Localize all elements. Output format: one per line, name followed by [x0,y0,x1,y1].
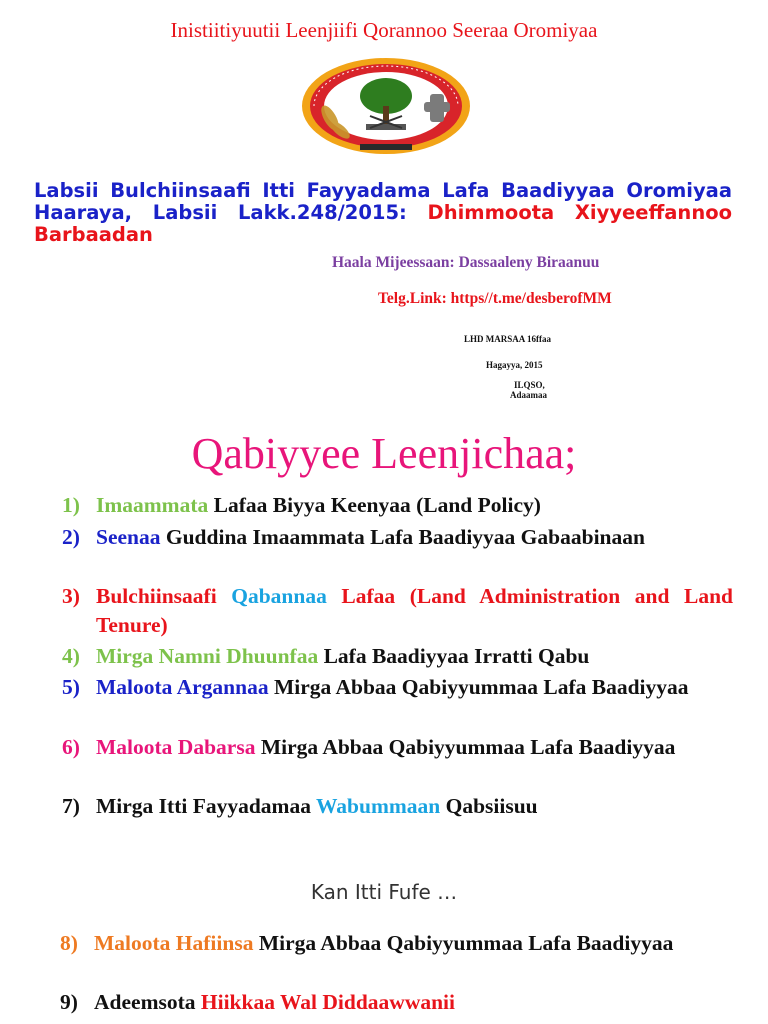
list-item [62,582,733,640]
presentation-heading [34,180,732,246]
item-highlight: Bulchiinsaafi [96,584,232,608]
list-item [60,988,733,1017]
institute-logo-icon [300,56,472,156]
list-item [60,929,733,958]
item-number: 8) [60,931,78,955]
item-highlight: Maloota Hafiinsa [94,931,254,955]
item-text: Adeemsota [94,990,201,1014]
item-number: 1) [62,493,80,517]
item-highlight: Wabummaan [315,794,441,818]
item-highlight: Imaammata [96,493,209,517]
item-text-2: Qabsiisuu [440,794,538,818]
heading-part-red: Dhimmoota Xiyyeeffannoo Barbaadan [34,201,732,246]
item-text: Lafa Baadiyyaa Irratti Qabu [318,644,590,668]
presenter-name: Haala Mijeessaan: Dassaaleny Biraanuu [332,254,600,271]
item-number: 4) [62,644,80,668]
list-item [62,792,733,821]
location-info: Adaamaa [510,390,548,400]
item-text: Mirga Abbaa Qabiyyummaa Lafa Baadiyyaa [255,735,676,759]
item-number: 5) [62,675,80,699]
item-text: Mirga Abbaa Qabiyyummaa Lafa Baadiyyaa [268,675,689,699]
item-highlight-2: Qabannaa [231,584,327,608]
item-number: 6) [62,735,80,759]
item-highlight: Maloota Dabarsa [96,735,256,759]
list-item [62,733,733,762]
item-text: Guddina Imaammata Lafa Baadiyyaa Gabaabinaan [160,525,645,549]
contents-title: Qabiyyee Leenjichaa; [191,429,577,478]
item-number: 3) [62,584,80,608]
item-text: Lafaa (Land Administration and Land Tenure) [96,584,733,637]
heading-part-blue: Labsii Bulchiinsaafi Itti Fayyadama Lafa Baadiyyaa Oromiyaa Haaraya, Labsii Lakk.248/2015: [34,179,732,224]
item-highlight: Seenaa [96,525,161,549]
item-text: Lafaa Biyya Keenyaa (Land Policy) [208,493,541,517]
telegram-link[interactable]: Telg.Link: https//t.me/desberofMM [378,290,612,307]
item-text: Mirga Abbaa Qabiyyummaa Lafa Baadiyyaa [253,931,674,955]
list-item [62,491,733,520]
item-number: 9) [60,990,78,1014]
list-item [62,523,733,552]
item-highlight: Hiikkaa Wal Diddaawwanii [200,990,455,1014]
session-info: LHD MARSAA 16ffaa [464,334,551,344]
item-highlight: Maloota Argannaa [96,675,269,699]
item-text: Mirga Itti Fayyadamaa [96,794,316,818]
item-number: 7) [62,794,80,818]
item-highlight: Mirga Namni Dhuunfaa [96,644,319,668]
item-number: 2) [62,525,80,549]
date-info: Hagayya, 2015 [486,360,543,370]
list-item [62,673,733,702]
continued-label: Kan Itti Fufe … [310,880,458,904]
institute-title: Inistiitiyuutii Leenjiifi Qorannoo Seeraa Oromiyaa [170,18,598,42]
institute-abbrev: ILQSO, [514,380,545,390]
list-item [62,642,733,671]
